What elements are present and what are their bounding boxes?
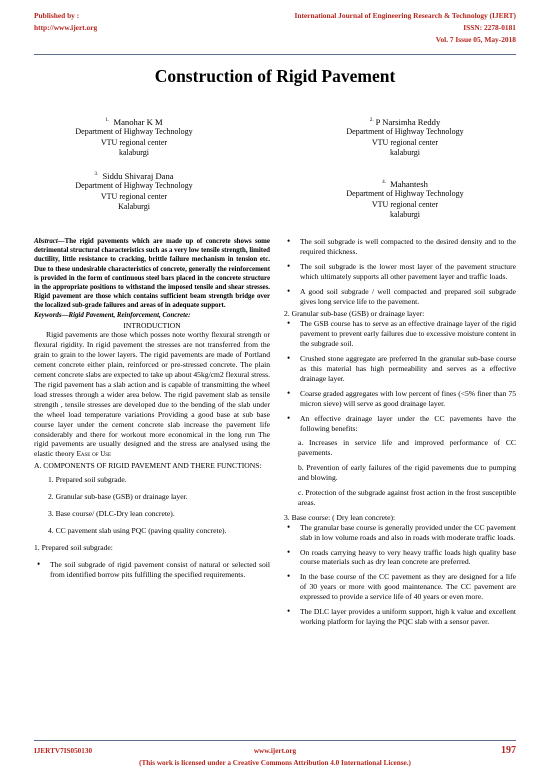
author-3-dept: Department of Highway Technology [75, 181, 193, 191]
author-1-name: Manohar K M [113, 117, 163, 127]
base-bullet-3: • In the base course of the CC pavement as they are designed for a life of 30 years or more with good maintenance. The CC pavement are expressed to provide a service life of 40 years or even more. [284, 572, 516, 602]
intro-paragraph [34, 330, 270, 460]
component-item-4: 4. CC pavement slab using PQC (paving quality concrete). [48, 525, 227, 535]
author-3-number: 3. [94, 171, 99, 178]
keywords [34, 311, 270, 321]
author-1 [34, 117, 234, 159]
author-2-dept: Department of Highway Technology [346, 127, 464, 137]
benefit-c: c. Protection of the subgrade against frost action in the frost susceptible areas. [298, 488, 516, 507]
base-course-heading: 3. Base course: ( Dry lean concrete): [284, 512, 396, 522]
paper-title: Construction of Rigid Pavement [154, 66, 396, 86]
intro-heading: INTRODUCTION [123, 320, 181, 330]
author-1-city: kalaburgi [118, 148, 150, 158]
author-3-center: VTU regional center [100, 191, 168, 201]
author-1-number: 1. [105, 117, 110, 124]
author-2 [300, 117, 510, 159]
abstract [34, 237, 270, 311]
header-issn: ISSN: 2278-0181 [463, 23, 516, 32]
benefit-b: b. Prevention of early failures of the rigid pavements due to pumping and blowing. [298, 463, 516, 483]
header-journal: International Journal of Engineering Research & Technology (IJERT) [294, 11, 516, 20]
left-column [34, 237, 270, 579]
author-3-name: Siddu Shivaraj Dana [102, 171, 174, 181]
footer-url[interactable]: www.ijert.org [253, 747, 297, 755]
gsb-bullet-2: • Crushed stone aggregate are preferred In the granular sub-base course as this material has high permeability and serves as a effective drainage layer. [284, 354, 516, 384]
keywords-label: Keywords [34, 311, 62, 319]
component-item-2: 2. Granular sub-base (GSB) or drainage layer. [48, 492, 188, 502]
subgrade-bullet-4: • A good soil subgrade / well compacted and prepared soil subgrade gives long service life to the pavement. [284, 287, 516, 307]
subgrade-bullet-3: • The soil subgrade is the lower most layer of the pavement structure which ultimately supports all other pavement layer and traffic loads. [284, 262, 516, 282]
gsb-bullet-4: • An effective drainage layer under the CC pavements have the following benefits: [284, 414, 516, 434]
author-1-dept: Department of Highway Technology [75, 127, 193, 137]
author-4-number: 4. [382, 179, 386, 186]
keywords-text: —Rigid Pavement, Reinforcement, Concrete: [61, 311, 191, 319]
intro-tail: Ease of Use [76, 450, 112, 459]
base-bullet-2: • On roads carrying heavy to very heavy traffic loads high quality base course materials such as dry lean concrete are preferred. [284, 548, 516, 568]
component-item-3: 3. Base course/ (DLC-Dry lean concrete). [48, 508, 175, 518]
gsb-bullet-3: • Coarse graded aggregates with low percent of fines (<5% finer than 75 micron sieve) will serve as good drainage layer. [284, 389, 516, 409]
header-url[interactable]: http://www.ijert.org [34, 23, 98, 32]
right-column [284, 237, 516, 627]
component-item-1: 1. Prepared soil subgrade. [48, 475, 127, 485]
gsb-heading: 2. Granular sub-base (GSB) or drainage layer: [284, 309, 425, 319]
author-4 [300, 179, 510, 221]
author-2-name: P Narsimha Reddy [375, 117, 441, 127]
author-4-dept: Department of Highway Technology [346, 189, 464, 199]
base-bullet-4: • The DLC layer provides a uniform support, high k value and excellent working platform for laying the PQC slab with a sensor paver. [284, 607, 516, 627]
footer-rule [34, 740, 516, 741]
author-4-name: Mahantesh [390, 179, 428, 189]
subgrade-bullet: • The soil subgrade of rigid pavement consist of natural or selected soil from identified borrow pits fulfilling the specified requirements. [34, 560, 270, 580]
header-rule [34, 54, 516, 55]
header-volume: Vol. 7 Issue 05, May-2018 [435, 35, 516, 44]
section-a-heading: A. COMPONENTS OF RIGID PAVEMENT AND THERE FUNCTIONS: [34, 461, 262, 471]
page-number: 197 [501, 745, 516, 756]
footer-paper-id: IJERTV7IS050130 [34, 747, 93, 755]
benefit-a: a. Increases in service life and improved performance of CC pavements. [298, 438, 516, 458]
abstract-label: Abstract [34, 238, 58, 245]
author-2-center: VTU regional center [371, 137, 439, 147]
author-4-center: VTU regional center [371, 199, 439, 209]
gsb-bullet-1: • The GSB course has to serve as an effective drainage layer of the rigid pavement to prevent early failures due to excessive moisture content in the subgrade soil. [284, 319, 516, 349]
author-2-number: 2. [369, 117, 374, 124]
author-4-city: kalaburgi [389, 210, 421, 220]
intro-text: Rigid pavements are those which posses note worthy flexural strength or flexural rigidity. In rigid pavement the stresses are not transferred from the grain to grain to the lower layers. The rigid pavements are made of Portland cement concrete either plain, reinforced or pre-stressed concrete. The plain cement concrete slabs are expected to take up about 45kg/cm2 flexural stress. The rigid pavement has a slab action and is capable of transmitting the wheel load stresses through a wider area below. The rigid pavement slab as tensile strength , tensile stresses are developed due to the bending of the slab under the wheel load temperature variations Providing a good base at sub base course layer under the cement concrete slab increase the pavement life considerably and there for workout more economical in the long run The rigid pavements are usually designed and the stress are analysed using the elastic theory [34, 330, 270, 459]
author-3-city: Kalaburgi [118, 202, 150, 212]
subgrade-heading: 1. Prepared soil subgrade: [34, 542, 113, 552]
subgrade-bullet-2: • The soil subgrade is well compacted to the desired density and to the required thickness. [284, 237, 516, 257]
base-bullet-1: • The granular base course is generally provided under the CC pavement slab in low volume roads and also in roads with moderate traffic loads. [284, 523, 516, 543]
footer-license: (This work is licensed under a Creative Commons Attribution 4.0 International License.) [139, 759, 411, 767]
header-publisher: Published by : [34, 11, 80, 20]
abstract-text: —The rigid pavements which are made up of concrete shows some detrimental structural characteristics such as a very low tensile strength, limited ductility, little resistance to cracking, brittle failure mechanism in tension etc. Due to these undesirable characteristics of concrete, generally the reinforcement is provided in the form of continuous steel bars placed in the concrete structure in the appropriate positions to withstand the imposed tensile and shear stresses. Rigid pavement are those which contains sufficient beam strength bridge over the localized sub-grade failures and areas of in adequate support. [34, 238, 270, 310]
author-1-center: VTU regional center [100, 137, 168, 147]
author-2-city: kalaburgi [389, 148, 421, 158]
author-3 [34, 171, 234, 213]
